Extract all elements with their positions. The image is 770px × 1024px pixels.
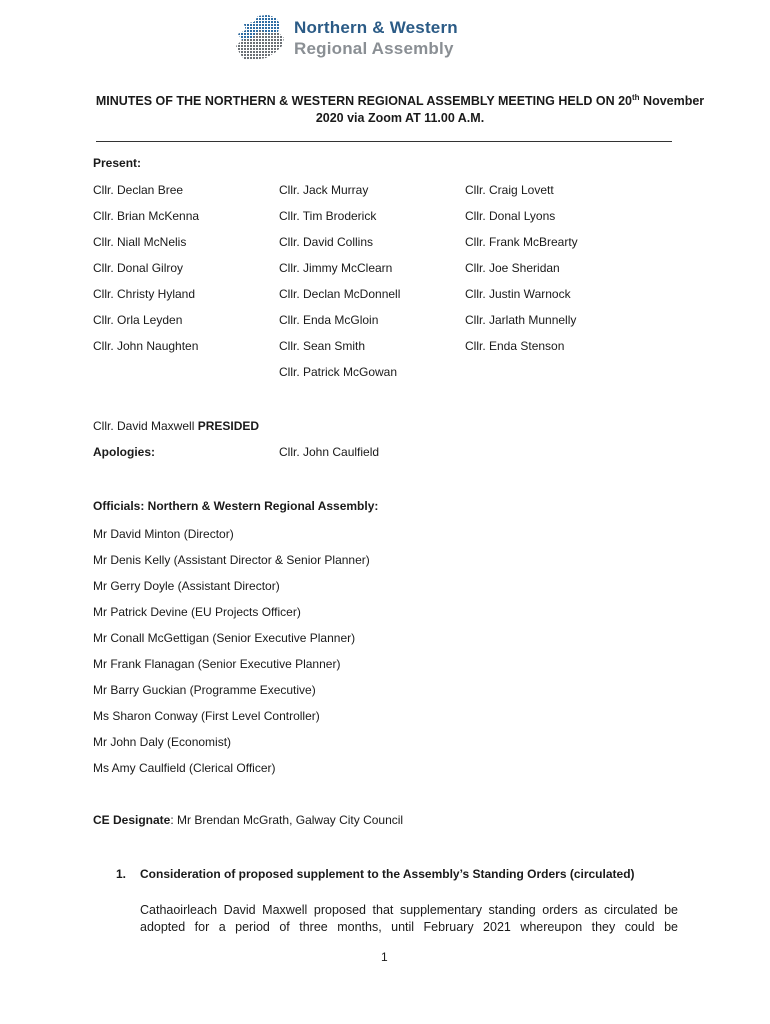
present-member: Cllr. Justin Warnock (465, 287, 571, 301)
assembly-logo (232, 12, 522, 64)
official-entry: Mr John Daly (Economist) (93, 735, 232, 749)
present-member: Cllr. Jimmy McClearn (279, 261, 393, 275)
present-member: Cllr. Niall McNelis (93, 235, 187, 249)
present-member: Cllr. Tim Broderick (279, 209, 377, 223)
logo-text-line2: Regional Assembly (294, 39, 454, 58)
ce-designate-line (93, 813, 403, 827)
apologies-value: Cllr. John Caulfield (279, 445, 380, 459)
item-paragraph-line2: adopted for a period of three months, until February 2021 whereupon they could be (140, 920, 678, 934)
present-member: Cllr. Sean Smith (279, 339, 366, 353)
official-entry: Mr David Minton (Director) (93, 527, 234, 541)
official-entry: Mr Conall McGettigan (Senior Executive Planner) (93, 631, 356, 645)
present-member: Cllr. Declan Bree (93, 183, 184, 197)
official-entry: Mr Gerry Doyle (Assistant Director) (93, 579, 280, 593)
logo-text-line1: Northern & Western (294, 18, 458, 37)
present-member: Cllr. Patrick McGowan (279, 365, 398, 379)
present-member: Cllr. Orla Leyden (93, 313, 183, 327)
title-divider (96, 141, 672, 142)
official-entry: Mr Patrick Devine (EU Projects Officer) (93, 605, 301, 619)
item-number: 1. (116, 867, 127, 881)
present-member: Cllr. Donal Gilroy (93, 261, 184, 275)
present-member: Cllr. Craig Lovett (465, 183, 554, 197)
document-title-line1: MINUTES OF THE NORTHERN & WESTERN REGIONAL ASSEMBLY MEETING HELD ON 20th November (95, 93, 705, 109)
present-member: Cllr. Frank McBrearty (465, 235, 578, 249)
present-member: Cllr. Jack Murray (279, 183, 369, 197)
present-member: Cllr. Christy Hyland (93, 287, 196, 301)
present-member: Cllr. Enda McGloin (279, 313, 379, 327)
item-heading: Consideration of proposed supplement to the Assembly’s Standing Orders (circulated) (140, 867, 635, 881)
presided-line (93, 419, 259, 433)
official-entry: Ms Amy Caulfield (Clerical Officer) (93, 761, 276, 775)
item-paragraph-line1: Cathaoirleach David Maxwell proposed that supplementary standing orders as circulated be (140, 903, 678, 917)
ireland-map-icon (232, 12, 290, 62)
present-member: Cllr. Jarlath Munnelly (465, 313, 577, 327)
official-entry: Mr Frank Flanagan (Senior Executive Planner) (93, 657, 341, 671)
ce-designate-value: : Mr Brendan McGrath, Galway City Council (170, 813, 404, 827)
apologies-label: Apologies: (93, 445, 155, 459)
officials-label: Officials: Northern & Western Regional Assembly: (93, 499, 379, 513)
present-member: Cllr. Joe Sheridan (465, 261, 560, 275)
present-member: Cllr. John Naughten (93, 339, 199, 353)
page-number: 1 (381, 950, 388, 964)
presided-label: PRESIDED (197, 419, 260, 433)
present-member: Cllr. Declan McDonnell (279, 287, 401, 301)
present-member: Cllr. Brian McKenna (93, 209, 200, 223)
official-entry: Ms Sharon Conway (First Level Controller) (93, 709, 320, 723)
official-entry: Mr Barry Guckian (Programme Executive) (93, 683, 316, 697)
presided-name: Cllr. David Maxwell (93, 419, 198, 433)
present-member: Cllr. David Collins (279, 235, 374, 249)
present-member: Cllr. Donal Lyons (465, 209, 556, 223)
official-entry: Mr Denis Kelly (Assistant Director & Senior Planner) (93, 553, 370, 567)
present-label: Present: (93, 156, 142, 170)
present-member: Cllr. Enda Stenson (465, 339, 565, 353)
document-title-line2: 2020 via Zoom AT 11.00 A.M. (315, 111, 485, 125)
ce-designate-label: CE Designate (93, 813, 171, 827)
